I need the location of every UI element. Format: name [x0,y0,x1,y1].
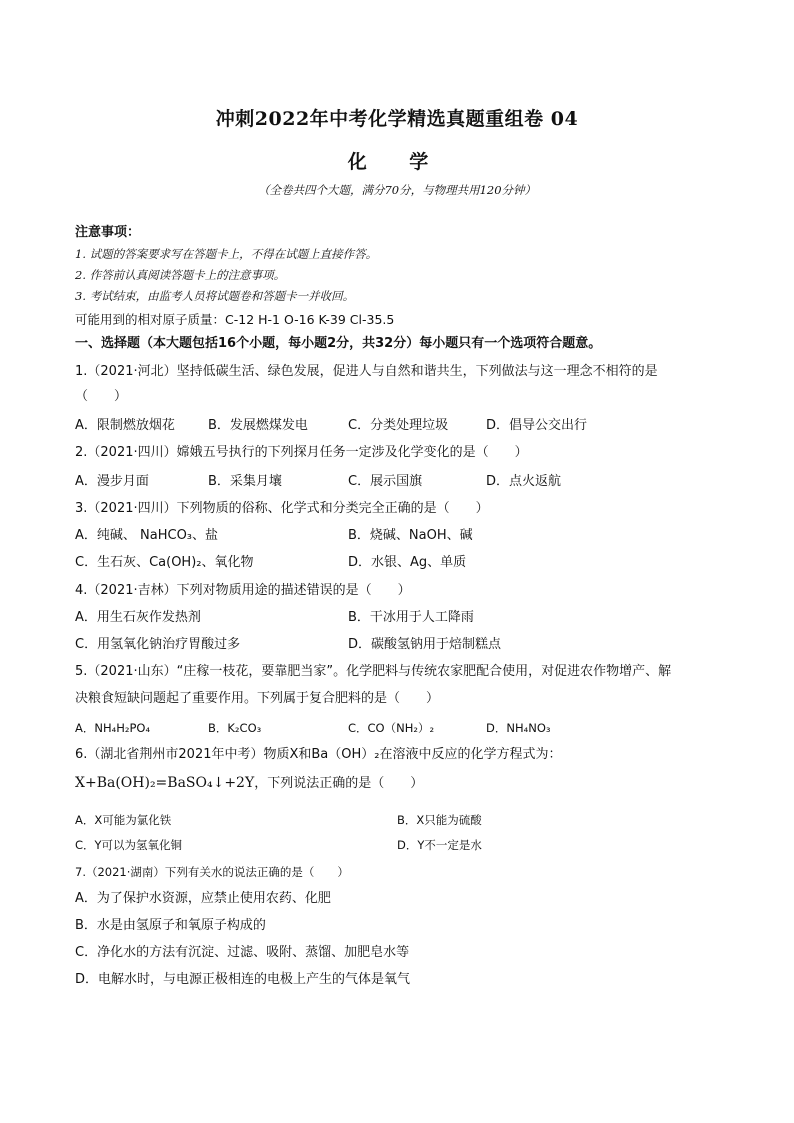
section-title: 一、选择题（本大题包括16个小题，每小题2分，共32分）每小题只有一个选项符合题意。 [75,336,602,351]
option-d: D．水银、Ag、单质 [348,555,467,570]
paper-title: 冲刺2022年中考化学精选真题重组卷 04 [215,108,579,130]
question-stem: 3.（2021·四川）下列物质的俗称、化学式和分类完全正确的是（ ） [75,501,489,516]
option-a: A．用生石灰作发热剂 [75,610,201,625]
option-a: A．NH₄H₂PO₄ [75,721,151,735]
question-stem: 4.（2021·吉林）下列对物质用途的描述错误的是（ ） [75,583,411,598]
notes-block [75,222,725,307]
option-b: B．K₂CO₃ [208,721,262,735]
question-stem: 5.（2021·山东）“庄稼一枝花，要靠肥当家”。化学肥料与传统农家肥配合使用，对促进农作物增产、解 [75,664,672,679]
option-d: D．Y不一定是水 [397,838,482,852]
subject-title: 化 学 [347,151,447,173]
question-stem-continued: （ ） [75,389,128,404]
question-stem-continued: ，下列说法正确的是（ ） [254,776,424,791]
option-d: D．碳酸氢钠用于焙制糕点 [348,637,502,652]
option-d: D．点火返航 [486,474,562,489]
option-b: B．发展燃煤发电 [208,418,308,433]
option-c: C．CO（NH₂）₂ [348,721,435,735]
option-b: B．水是由氢原子和氧原子构成的 [75,918,266,933]
option-a: A．X可能为氯化铁 [75,813,172,827]
question-stem: 1.（2021·河北）坚持低碳生活、绿色发展，促进人与自然和谐共生，下列做法与这一理念不相符的是 [75,364,658,379]
option-c: C．展示国旗 [348,474,423,489]
option-c: C．生石灰、Ca(OH)₂、氧化物 [75,555,254,570]
option-b: B．烧碱、NaOH、碱 [348,528,473,543]
question-stem: 7.（2021·湖南）下列有关水的说法正确的是（ ） [75,865,349,879]
option-d: D．NH₄NO₃ [486,721,551,735]
question-stem-continued: 决粮食短缺问题起了重要作用。下列属于复合肥料的是（ ） [75,691,440,706]
note-item: 1. 试题的答案要求写在答题卡上，不得在试题上直接作答。 [75,247,378,261]
chemical-equation: X+Ba(OH)₂=BaSO₄↓+2Y [75,775,255,791]
note-item: 2. 作答前认真阅读答题卡上的注意事项。 [75,268,286,282]
option-b: B．干冰用于人工降雨 [348,610,474,625]
question-stem: 6.（湖北省荆州市2021年中考）物质X和Ba（OH）₂在溶液中反应的化学方程式为： [75,747,562,762]
atomic-masses: 可能用到的相对原子质量：C-12 H-1 O-16 K-39 Cl-35.5 [75,312,395,327]
option-c: C．Y可以为氢氧化铜 [75,838,183,852]
option-a: A．为了保护水资源，应禁止使用农药、化肥 [75,891,331,906]
exam-info: （全卷共四个大题，满分70分，与物理共用120分钟） [257,183,537,197]
option-b: B．采集月壤 [208,474,282,489]
option-c: C．分类处理垃圾 [348,418,449,433]
note-item: 3. 考试结束，由监考人员将试题卷和答题卡一并收回。 [75,289,355,303]
option-a: A．限制燃放烟花 [75,418,175,433]
notes-heading: 注意事项： [75,225,141,240]
option-a: A．纯碱、 NaHCO₃、盐 [75,528,219,543]
option-c: C．净化水的方法有沉淀、过滤、吸附、蒸馏、加肥皂水等 [75,945,410,960]
option-a: A．漫步月面 [75,474,149,489]
option-c: C．用氢氧化钠治疗胃酸过多 [75,637,241,652]
option-d: D．倡导公交出行 [486,418,588,433]
option-b: B．X只能为硫酸 [397,813,482,827]
chemical-equation-line [75,773,423,794]
option-d: D．电解水时，与电源正极相连的电极上产生的气体是氧气 [75,972,411,987]
question-stem: 2.（2021·四川）嫦娥五号执行的下列探月任务一定涉及化学变化的是（ ） [75,445,528,460]
